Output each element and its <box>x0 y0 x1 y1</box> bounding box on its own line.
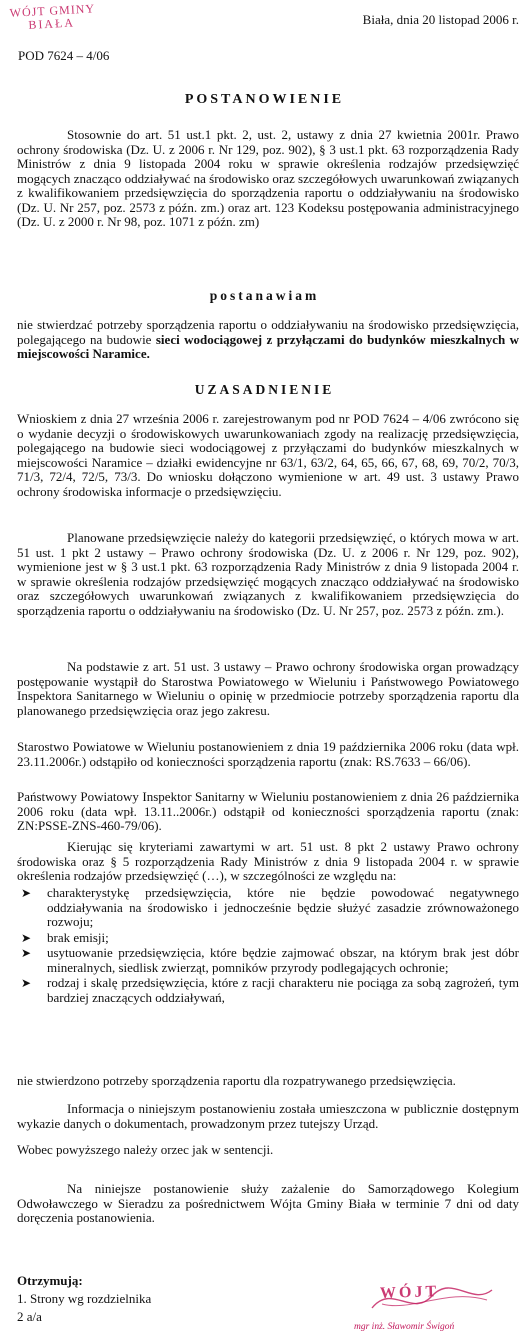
justification-paragraph-6: Kierując się kryteriami zawartymi w art. 51 ust. 8 pkt 2 ustawy Prawo ochrony środowiska oraz § 5 rozporządzenia Rady Ministrów z dnia 9 listopada 2004 r. w sprawie określenia rodzajów przedsięwzięć (…), w szczególności ze względu na: <box>17 839 519 883</box>
recipient-item: 1. Strony wg rozdzielnika <box>17 1291 152 1306</box>
arrow-bullet-icon: ➤ <box>21 946 32 960</box>
criteria-list <box>17 886 519 1006</box>
office-stamp <box>9 1 120 33</box>
list-item: ➤ rodzaj i skalę przedsięwzięcia, które z racji charakteru nie pociąga za sobą zagrożeń, tym bardziej znaczących oddziaływań, <box>21 975 519 1005</box>
decision-bold-text: sieci wodociągowej z przyłączami do budynków mieszkalnych w miejscowości Naramice. <box>17 331 519 361</box>
signatory-name: mgr inż. Sławomir Świgoń <box>354 1322 455 1332</box>
list-item: ➤ usytuowanie przedsięwzięcia, które będzie zajmować obszar, na którym brak jest dóbr mineralnych, siedlisk zwierząt, pomników przyrody podlegających ochronie; <box>21 945 519 975</box>
recipients-heading: Otrzymują: <box>17 1273 83 1288</box>
place-date: Biała, dnia 20 listopad 2006 r. <box>362 12 519 27</box>
justification-paragraph-8: Informacja o niniejszym postanowieniu została umieszczona w publicznie dostępnym wykazie danych o dokumentach, prowadzonym przez tutejszy Urząd. <box>17 1101 519 1131</box>
arrow-bullet-icon: ➤ <box>21 886 32 900</box>
signature-stamp: WÓJT <box>379 1282 440 1303</box>
justification-paragraph-5: Państwowy Powiatowy Inspektor Sanitarny w Wieluniu postanowieniem z dnia 26 października 2006 roku (data wpł. 13.11..2006r.) odstąpił od konieczności sporządzenia raportu (znak: ZN:PSSE-ZNS-460-79/06). <box>17 789 519 833</box>
reference-number: POD 7624 – 4/06 <box>18 48 110 63</box>
decision-text: nie stwierdzać potrzeby sporządzenia raportu o oddziaływaniu na środowisko przedsięwzięcia, polegającego na budowie <box>17 317 519 347</box>
justification-paragraph-3: Na podstawie z art. 51 ust. 3 ustawy – Prawo ochrony środowiska organ prowadzący postępowanie wystąpił do Starostwa Powiatowego w Wieluniu i Państwowego Powiatowego Inspektora Sanitarnego w Wieluniu o opinię w przedmiocie potrzeby sporządzenia raportu dla planowanego przedsięwzięcia oraz jego zakresu. <box>17 659 519 718</box>
stamp-line-2: BIAŁA <box>27 15 76 32</box>
intro-paragraph: Stosownie do art. 51 ust.1 pkt. 2, ust. 2, ustawy z dnia 27 kwietnia 2001r. Prawo ochrony środowiska (Dz. U. z 2006 r. Nr 129, poz. 902), § 3 ust.1 pkt. 63 rozporządzenia Rady Ministrów z dnia 9 listopada 2004 roku w sprawie określenia rodzajów przedsięwzięć mogących znacząco oddziaływać na środowisko oraz szczegółowych uwarunkowań związanych z kwalifikowaniem przedsięwzięcia do sporządzenia raportu o oddziaływaniu na środowisko (Dz. U. Nr 257, poz. 2573 z późn. zm.) oraz art. 123 Kodeksu postępowania administracyjnego (Dz. U. z 2000 r. Nr 98, poz. 1071 z późn. zm) <box>17 127 519 229</box>
document-title: POSTANOWIENIE <box>184 92 345 107</box>
justification-paragraph-1: Wnioskiem z dnia 27 września 2006 r. zarejestrowanym pod nr POD 7624 – 4/06 zwrócono się o wydanie decyzji o środowiskowych uwarunkowaniach zgody na realizację przedsięwzięcia, polegającego na budowie sieci wodociągowej z przyłączami do budynków mieszkalnych w miejscowości Naramice – działki ewidencyjne nr 63/1, 63/2, 64, 65, 66, 67, 68, 69, 70/2, 70/3, 71/3, 72/4, 72/5, 73/3. Do wniosku dołączono wymienione w art. 49 ust. 3 ustawy Prawo ochrony środowiska informacje o przedsięwzięciu. <box>17 411 519 499</box>
arrow-bullet-icon: ➤ <box>21 930 32 945</box>
arrow-bullet-icon: ➤ <box>21 976 32 990</box>
justification-paragraph-10: Na niniejsze postanowienie służy zażalenie do Samorządowego Kolegium Odwoławczego w Sieradzu za pośrednictwem Wójta Gminy Biała w terminie 7 dni od daty doręczenia postanowienia. <box>17 1181 519 1225</box>
list-item: ➤ brak emisji; <box>21 929 109 945</box>
justification-paragraph-4: Starostwo Powiatowe w Wieluniu postanowieniem z dnia 19 października 2006 roku (data wpł. 23.11.2006r.) odstąpiło od konieczności sporządzenia raportu (znak: RS.7633 – 66/06). <box>17 739 519 769</box>
signature-block <box>352 1278 502 1338</box>
justification-paragraph-7: nie stwierdzono potrzeby sporządzenia raportu dla rozpatrywanego przedsięwzięcia. <box>17 1073 456 1088</box>
list-item: ➤ charakterystykę przedsięwzięcia, które nie będzie powodować negatywnego oddziaływania na środowisko i jednocześnie będzie służyć zasadzie zrównoważonego rozwoju; <box>21 885 519 929</box>
justification-heading: UZASADNIENIE <box>194 382 335 397</box>
decision-heading: postanawiam <box>209 288 320 303</box>
recipient-item: 2 a/a <box>17 1309 42 1324</box>
justification-paragraph-9: Wobec powyższego należy orzec jak w sentencji. <box>17 1142 274 1157</box>
justification-paragraph-2: Planowane przedsięwzięcie należy do kategorii przedsięwzięć, o których mowa w art. 51 ust. 1 pkt 2 ustawy – Prawo ochrony środowiska (Dz. U. z 2006 r. Nr 129, poz. 902), wymienione jest w § 3 ust.1 pkt. 63 rozporządzenia Rady Ministrów z dnia 9 listopada 2004 r. w sprawie określenia rodzajów przedsięwzięć mogących znacząco oddziaływać na środowisko oraz szczegółowych uwarunkowań związanych z kwalifikowaniem przedsięwzięcia do sporządzenia raportu o oddziaływaniu na środowisko (Dz. U. Nr 257, poz. 2573 z późn. zm.). <box>17 530 519 618</box>
stamp-line-1: WÓJT GMINY <box>9 1 96 20</box>
decision-paragraph <box>17 318 519 362</box>
